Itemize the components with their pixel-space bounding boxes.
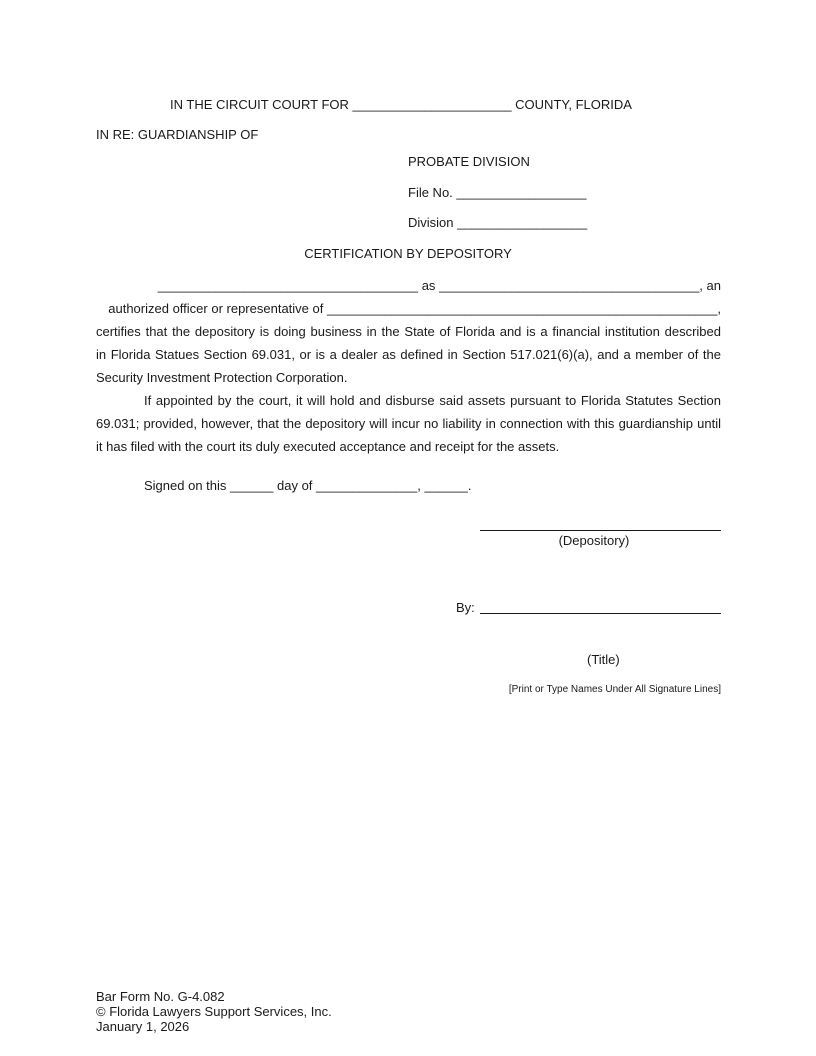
depository-label: (Depository) — [558, 533, 630, 548]
form-number: Bar Form No. G-4.082 — [96, 989, 225, 1004]
probate-division-label: PROBATE DIVISION — [408, 154, 530, 169]
file-number-field: File No. __________________ — [408, 185, 587, 200]
signature-note: [Print or Type Names Under All Signature Lines] — [508, 684, 721, 695]
form-date: January 1, 2026 — [96, 1019, 190, 1034]
title-label: (Title) — [587, 652, 620, 667]
copyright-notice: © Florida Lawyers Support Services, Inc. — [96, 1004, 332, 1019]
by-label: By: — [456, 600, 475, 615]
body-line-4: in Florida Statues Section 69.031, or is a dealer as defined in Section 517.021(6)(a), and a member of the — [96, 347, 721, 362]
officer-line: ____________________________________ as ____________________________________, an — [157, 278, 721, 293]
certification-paragraph — [96, 274, 721, 389]
form-footer — [96, 989, 332, 1034]
representative-line: authorized officer or representative of ______________________________________________________, — [108, 301, 721, 316]
by-signature-line — [480, 613, 721, 614]
division-field: Division __________________ — [408, 215, 588, 230]
depository-signature-line — [480, 530, 721, 531]
document-title: CERTIFICATION BY DEPOSITORY — [304, 246, 512, 261]
court-heading: IN THE CIRCUIT COURT FOR ______________________ COUNTY, FLORIDA — [170, 97, 632, 112]
in-re-heading: IN RE: GUARDIANSHIP OF — [96, 127, 259, 142]
signed-date-line: Signed on this ______ day of ______________, ______. — [144, 478, 472, 493]
body-line-3: certifies that the depository is doing business in the State of Florida and is a financial institution described — [96, 324, 721, 339]
appointment-paragraph: If appointed by the court, it will hold and disburse said assets pursuant to Florida Statutes Section 69.031; provided, however, that the depository will incur no liability in connection with this guardianship until it has filed with the court its duly executed acceptance and receipt for the assets. — [96, 393, 721, 454]
body-line-5: Security Investment Protection Corporation. — [96, 370, 348, 385]
